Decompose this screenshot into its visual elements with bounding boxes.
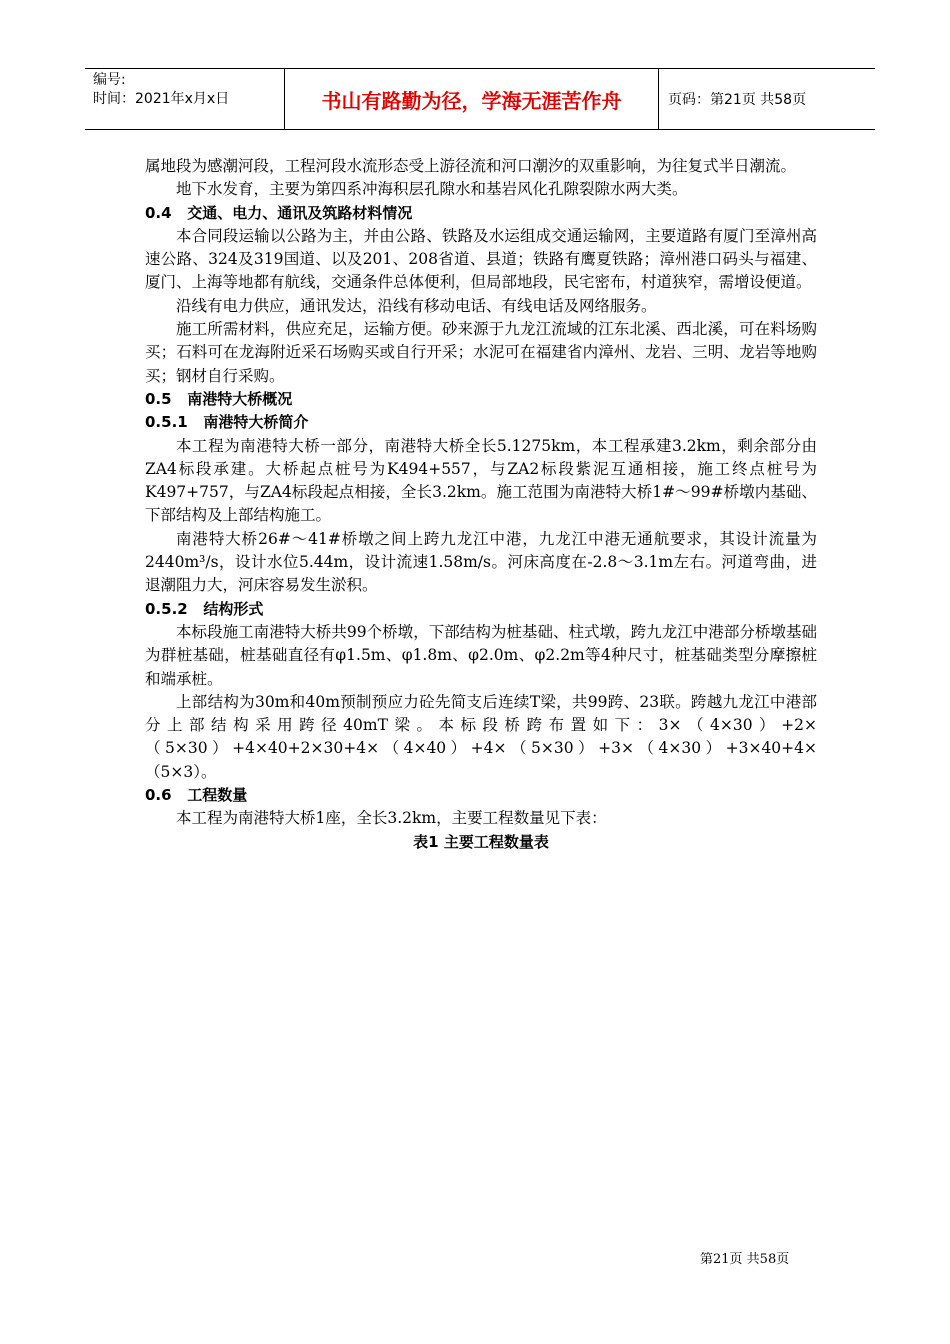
page-footer: 第21页 共58页 [700,1252,790,1267]
subsection-heading: 0.5.1 南港特大桥简介 [145,413,309,432]
header-meta [85,69,285,129]
page-header [85,68,875,130]
number-label: 编号: [93,72,126,88]
paragraph: 施工所需材料，供应充足，运输方便。砂来源于九龙江流域的江东北溪、西北溪，可在料场购买；石料可在龙海附近采石场购买或自行开采；水泥可在福建省内漳州、龙岩、三明、龙岩等地购买；钢材自行采购。 [145,320,817,385]
paragraph: 本合同段运输以公路为主，并由公路、铁路及水运组成交通运输网，主要道路有厦门至漳州高速公路、324及319国道、以及201、208省道、县道；铁路有鹰夏铁路；漳州港口码头与福建、厦门、上海等地都有航线，交通条件总体便利，但局部地段，民宅密布，村道狭窄，需增设便道。 [145,226,817,292]
paragraph: 属地段为感潮河段，工程河段水流形态受上游径流和河口潮汐的双重影响，为往复式半日潮流。 [145,157,797,175]
paragraph: 本工程为南港特大桥1座，全长3.2km，主要工程数量见下表： [176,809,607,828]
subsection-heading: 0.5.2 结构形式 [145,599,264,618]
header-motto: 书山有路勤为径，学海无涯苦作舟 [285,69,659,129]
section-heading: 0.4 交通、电力、通讯及筑路材料情况 [145,203,413,222]
section-heading: 0.6 工程数量 [145,786,248,805]
paragraph: 本标段施工南港特大桥共99个桥墩，下部结构为桩基础、柱式墩，跨九龙江中港部分桥墩基础为群桩基础，桩基础直径有φ1.5m、φ1.8m、φ2.0m、φ2.2m等4种尺寸，桩基础类型分摩擦桩和端承桩。 [145,622,817,688]
paragraph: 地下水发育，主要为第四系冲海积层孔隙水和基岩风化孔隙裂隙水两大类。 [176,180,688,199]
paragraph: 上部结构为30m和40m预制预应力砼先简支后连续T梁，共99跨、23联。跨越九龙江中港部分上部结构采用跨径40mT梁。本标段桥跨布置如下：3×（4×30）+2×（5×30）+4×40+2×30+4×（4×40）+4×（5×30）+3×（4×30）+3×40+4×（5×3）。 [145,692,817,781]
header-page-info: 页码：第21页 共58页 [668,92,807,108]
paragraph: 沿线有电力供应，通讯发达，沿线有移动电话、有线电话及网络服务。 [176,296,657,315]
time-label: 时间：2021年x月x日 [93,91,230,107]
section-heading: 0.5 南港特大桥概况 [145,389,293,408]
document-body [145,155,817,854]
table-caption: 表1 主要工程数量表 [413,832,549,851]
paragraph: 南港特大桥26#～41#桥墩之间上跨九龙江中港，九龙江中港无通航要求，其设计流量为2440m³/s，设计水位5.44m，设计流速1.58m/s。河床高度在-2.8～3.1m左右。河道弯曲，进退潮阻力大，河床容易发生淤积。 [145,529,817,595]
paragraph: 本工程为南港特大桥一部分，南港特大桥全长5.1275km，本工程承建3.2km，剩余部分由ZA4标段承建。大桥起点桩号为K494+557，与ZA2标段紫泥互通相接，施工终点桩号为K497+757，与ZA4标段起点相接，全长3.2km。施工范围为南港特大桥1#～99#桥墩内基础、下部结构及上部结构施工。 [145,436,817,525]
